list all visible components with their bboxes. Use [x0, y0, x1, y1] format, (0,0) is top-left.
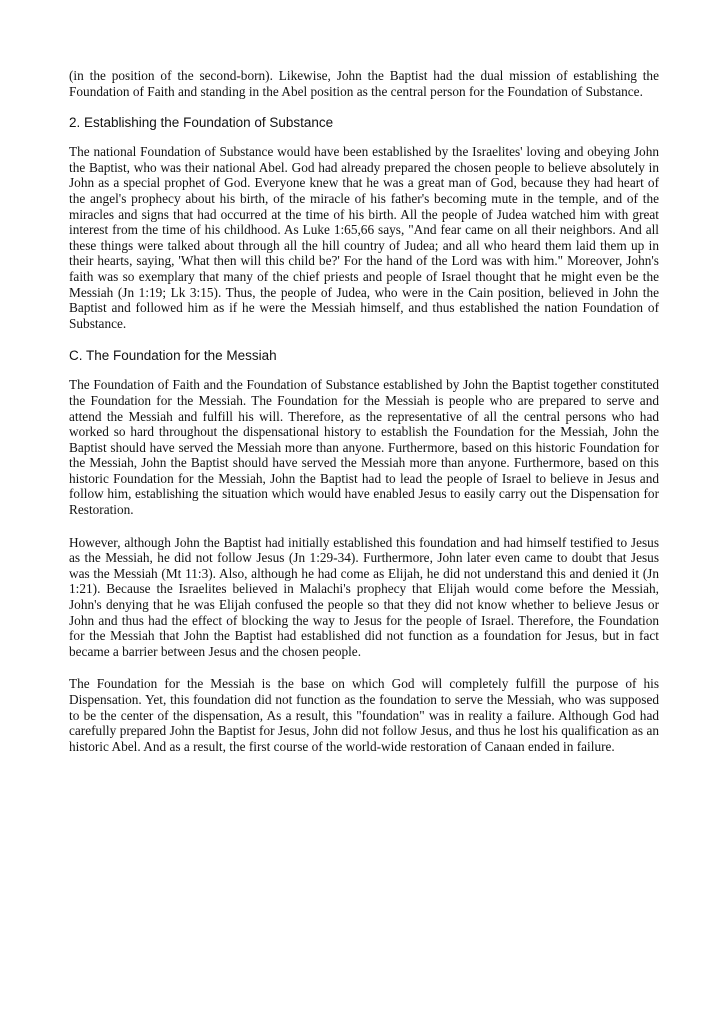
paragraph-base-of-dispensation: The Foundation for the Messiah is the base on which God will completely fulfill the purpose of his Dispensation. Yet, this foundation did not function as the foundation to serve the Messiah, who was supposed to be the center of the dispensation, As a result, this "foundation" was in reality a failure. Although God had carefully prepared John the Baptist for Jesus, John did not follow Jesus, and thus he lost his qualification as an historic Abel. And as a result, the first course of the world-wide restoration of Canaan ended in failure.: [69, 676, 659, 754]
document-page: [69, 68, 659, 771]
paragraph-dual-mission: (in the position of the second-born). Likewise, John the Baptist had the dual mission of establishing the Foundation of Faith and standing in the Abel position as the central person for the Foundation of Substance.: [69, 68, 659, 99]
section-heading-foundation-of-substance: 2. Establishing the Foundation of Substance: [69, 115, 334, 131]
paragraph-national-foundation: The national Foundation of Substance would have been established by the Israelites' loving and obeying John the Baptist, who was their national Abel. God had already prepared the chosen people to believe absolutely in John as a special prophet of God. Everyone knew that he was a great man of God, because they had heart of the angel's prophecy about his birth, of the miracle of his father's becoming mute in the temple, and of the miracles and signs that had occurred at the time of his birth. All the people of Judea watched him with great interest from the time of his childhood. As Luke 1:65,66 says, "And fear came on all their neighbors. And all these things were talked about through all the hill country of Judea; and all who heard them laid them up in their hearts, saying, 'What then will this child be?' For the hand of the Lord was with him." Moreover, John's faith was so exemplary that many of the chief priests and people of Israel thought that he might even be the Messiah (Jn 1:19; Lk 3:15). Thus, the people of Judea, who were in the Cain position, believed in John the Baptist and followed him as if he were the Messiah himself, and thus established the nation Foundation of Substance.: [69, 144, 659, 331]
paragraph-did-not-follow: However, although John the Baptist had initially established this foundation and had himself testified to Jesus as the Messiah, he did not follow Jesus (Jn 1:29-34). Furthermore, John later even came to doubt that Jesus was the Messiah (Mt 11:3). Also, although he had come as Elijah, he did not understand this and denied it (Jn 1:21). Because the Israelites believed in Malachi's prophecy that Elijah would come before the Messiah, John's denying that he was Elijah confused the people so that they did not know whether to believe Jesus or John and thus had the effect of blocking the way to Jesus for the people of Israel. Therefore, the Foundation for the Messiah that John the Baptist had established did not function as a foundation for Jesus, but in fact became a barrier between Jesus and the chosen people.: [69, 534, 659, 659]
section-heading-foundation-for-messiah: C. The Foundation for the Messiah: [69, 348, 277, 364]
paragraph-foundation-constituted: The Foundation of Faith and the Foundation of Substance established by John the Baptist together constituted the Foundation for the Messiah. The Foundation for the Messiah is people who are prepared to serve and attend the Messiah and fulfill his will. Therefore, as the representative of all the central persons who had worked so hard throughout the dispensational history to establish the Foundation for the Messiah, John the Baptist should have served the Messiah more than anyone. Furthermore, based on this historic Foundation for the Messiah, John the Baptist should have served the Messiah more than anyone. Furthermore, based on this historic Foundation for the Messiah, John the Baptist had to lead the people of Israel to believe in Jesus and follow him, establishing the situation which would have enabled Jesus to easily carry out the Dispensation for Restoration.: [69, 377, 659, 518]
